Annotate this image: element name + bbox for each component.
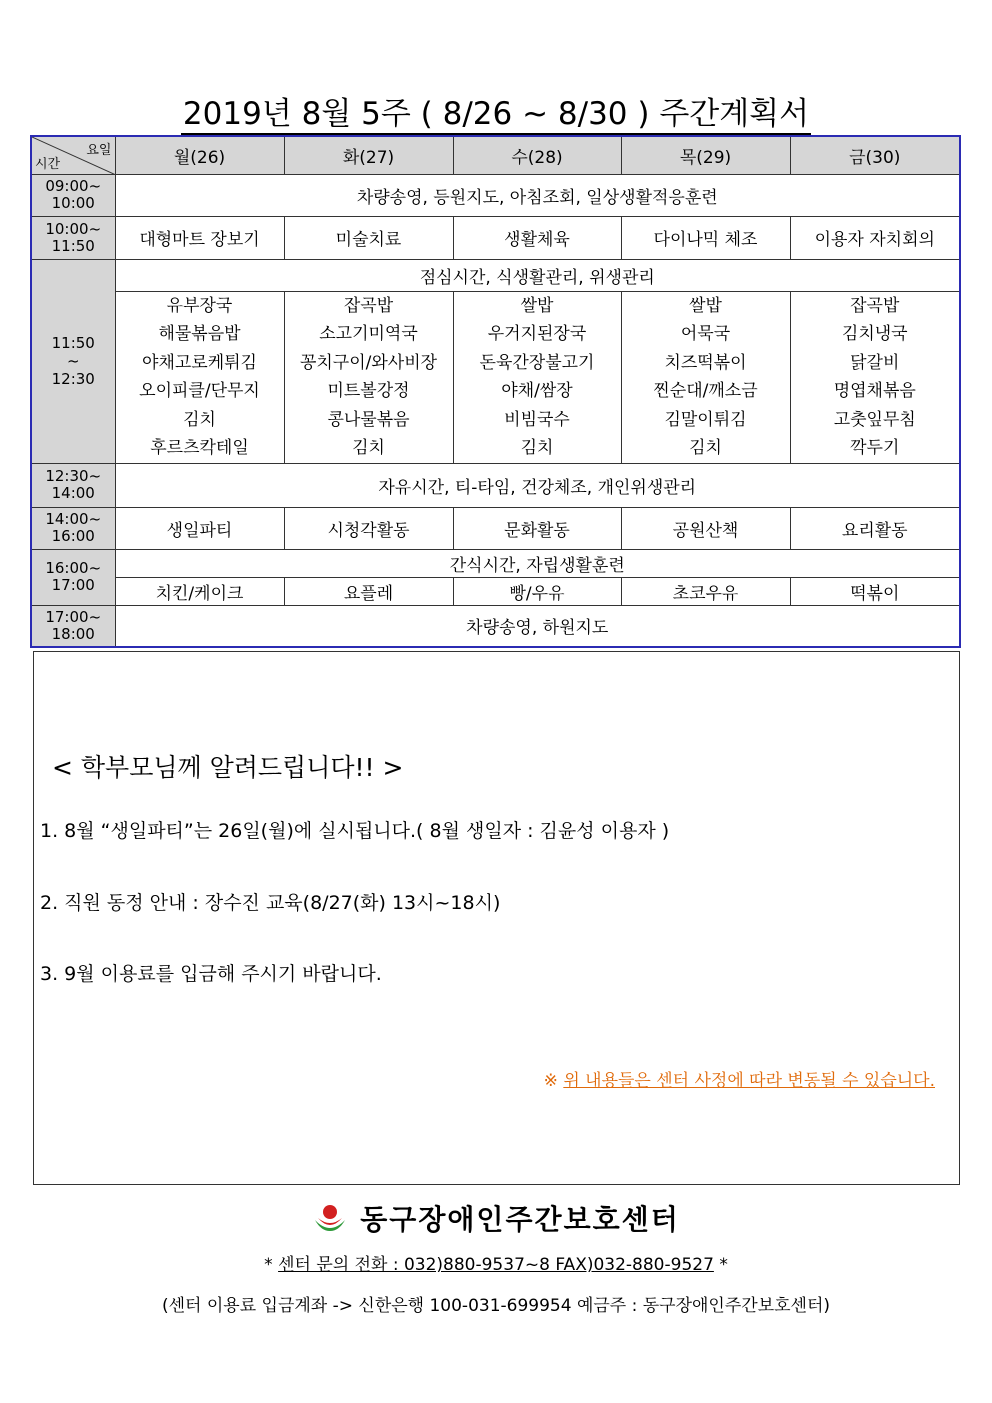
notice-item: 3. 9월 이용료를 입금해 주시기 바랍니다.: [40, 963, 382, 985]
schedule-row: [31, 549, 960, 577]
day-header: 금(30): [790, 136, 960, 174]
menu-cell: 잡곡밥 김치냉국 닭갈비 명엽채볶음 고춧잎무침 깍두기: [790, 291, 960, 463]
activity-cell: 이용자 자치회의: [790, 216, 960, 259]
schedule-row: [31, 259, 960, 291]
schedule-row: [31, 463, 960, 507]
time-axis-label: 시간: [35, 156, 61, 172]
time-cell: 11:50 ~ 12:30: [31, 259, 115, 463]
page-title: 2019년 8월 5주 ( 8/26 ~ 8/30 ) 주간계획서: [0, 88, 992, 133]
snack-cell: 빵/우유: [453, 577, 621, 605]
contact-line: * 센터 문의 전화 : 032)880-9537~8 FAX)032-880-9527 *: [264, 1255, 728, 1275]
change-warning: [544, 1066, 935, 1091]
activity-cell: 다이나믹 체조: [621, 216, 790, 259]
center-name: 동구장애인주간보호센터: [360, 1203, 680, 1236]
menu-cell: 유부장국 해물볶음밥 야채고로케튀김 오이피클/단무지 김치 후르츠칵테일: [115, 291, 284, 463]
activity-cell: 간식시간, 자립생활훈련: [115, 549, 960, 577]
day-axis-label: 요일: [86, 143, 112, 158]
contact-info: 센터 문의 전화 : 032)880-9537~8 FAX)032-880-9527: [278, 1255, 714, 1275]
notice-item: 1. 8월 “생일파티”는 26일(월)에 실시됩니다.( 8월 생일자 : 김윤성 이용자 ): [40, 820, 670, 842]
menu-cell: 잡곡밥 소고기미역국 꽁치구이/와사비장 미트볼강정 콩나물볶음 김치: [284, 291, 453, 463]
day-header: 목(29): [621, 136, 790, 174]
notice-heading: < 학부모님께 알려드립니다!! >: [52, 753, 404, 782]
time-cell: 12:30~ 14:00: [31, 463, 115, 507]
snack-cell: 초코우유: [621, 577, 790, 605]
activity-cell: 생일파티: [115, 507, 284, 549]
menu-row: [31, 291, 960, 463]
schedule-row: [31, 507, 960, 549]
time-cell: 17:00~ 18:00: [31, 605, 115, 647]
bank-account-info: (센터 이용료 입금계좌 -> 신한은행 100-031-699954 예금주 : 동구장애인주간보호센터): [161, 1296, 831, 1316]
activity-cell: 자유시간, 티-타임, 건강체조, 개인위생관리: [115, 463, 960, 507]
time-cell: 14:00~ 16:00: [31, 507, 115, 549]
snack-cell: 요플레: [284, 577, 453, 605]
activity-cell: 차량송영, 하원지도: [115, 605, 960, 647]
time-cell: 16:00~ 17:00: [31, 549, 115, 605]
time-cell: 09:00~ 10:00: [31, 174, 115, 216]
weekly-schedule-table: [30, 135, 961, 648]
snack-cell: 떡볶이: [790, 577, 960, 605]
schedule-row: [31, 216, 960, 259]
reference-mark: ※: [543, 1071, 558, 1091]
activity-cell: 문화활동: [453, 507, 621, 549]
menu-cell: 쌀밥 어묵국 치즈떡볶이 찐순대/깨소금 김말이튀김 김치: [621, 291, 790, 463]
activity-cell: 차량송영, 등원지도, 아침조회, 일상생활적응훈련: [115, 174, 960, 216]
center-brand: [0, 1198, 992, 1240]
header-row: [31, 136, 960, 174]
activity-cell: 대형마트 장보기: [115, 216, 284, 259]
menu-cell: 쌀밥 우거지된장국 돈육간장불고기 야채/쌈장 비빔국수 김치: [453, 291, 621, 463]
snack-row: [31, 577, 960, 605]
activity-cell: 공원산책: [621, 507, 790, 549]
warning-text: 위 내용들은 센터 사정에 따라 변동될 수 있습니다.: [563, 1071, 935, 1091]
snack-cell: 치킨/케이크: [115, 577, 284, 605]
center-logo-icon: [312, 1200, 348, 1236]
schedule-row: [31, 605, 960, 647]
corner-cell: [31, 136, 115, 174]
notice-box: [33, 651, 960, 1185]
notice-item: 2. 직원 동정 안내 : 장수진 교육(8/27(화) 13시~18시): [40, 892, 501, 914]
day-header: 화(27): [284, 136, 453, 174]
time-cell: 10:00~ 11:50: [31, 216, 115, 259]
activity-cell: 생활체육: [453, 216, 621, 259]
activity-cell: 요리활동: [790, 507, 960, 549]
day-header: 수(28): [453, 136, 621, 174]
activity-cell: 시청각활동: [284, 507, 453, 549]
activity-cell: 점심시간, 식생활관리, 위생관리: [115, 259, 960, 291]
schedule-row: [31, 174, 960, 216]
day-header: 월(26): [115, 136, 284, 174]
activity-cell: 미술치료: [284, 216, 453, 259]
